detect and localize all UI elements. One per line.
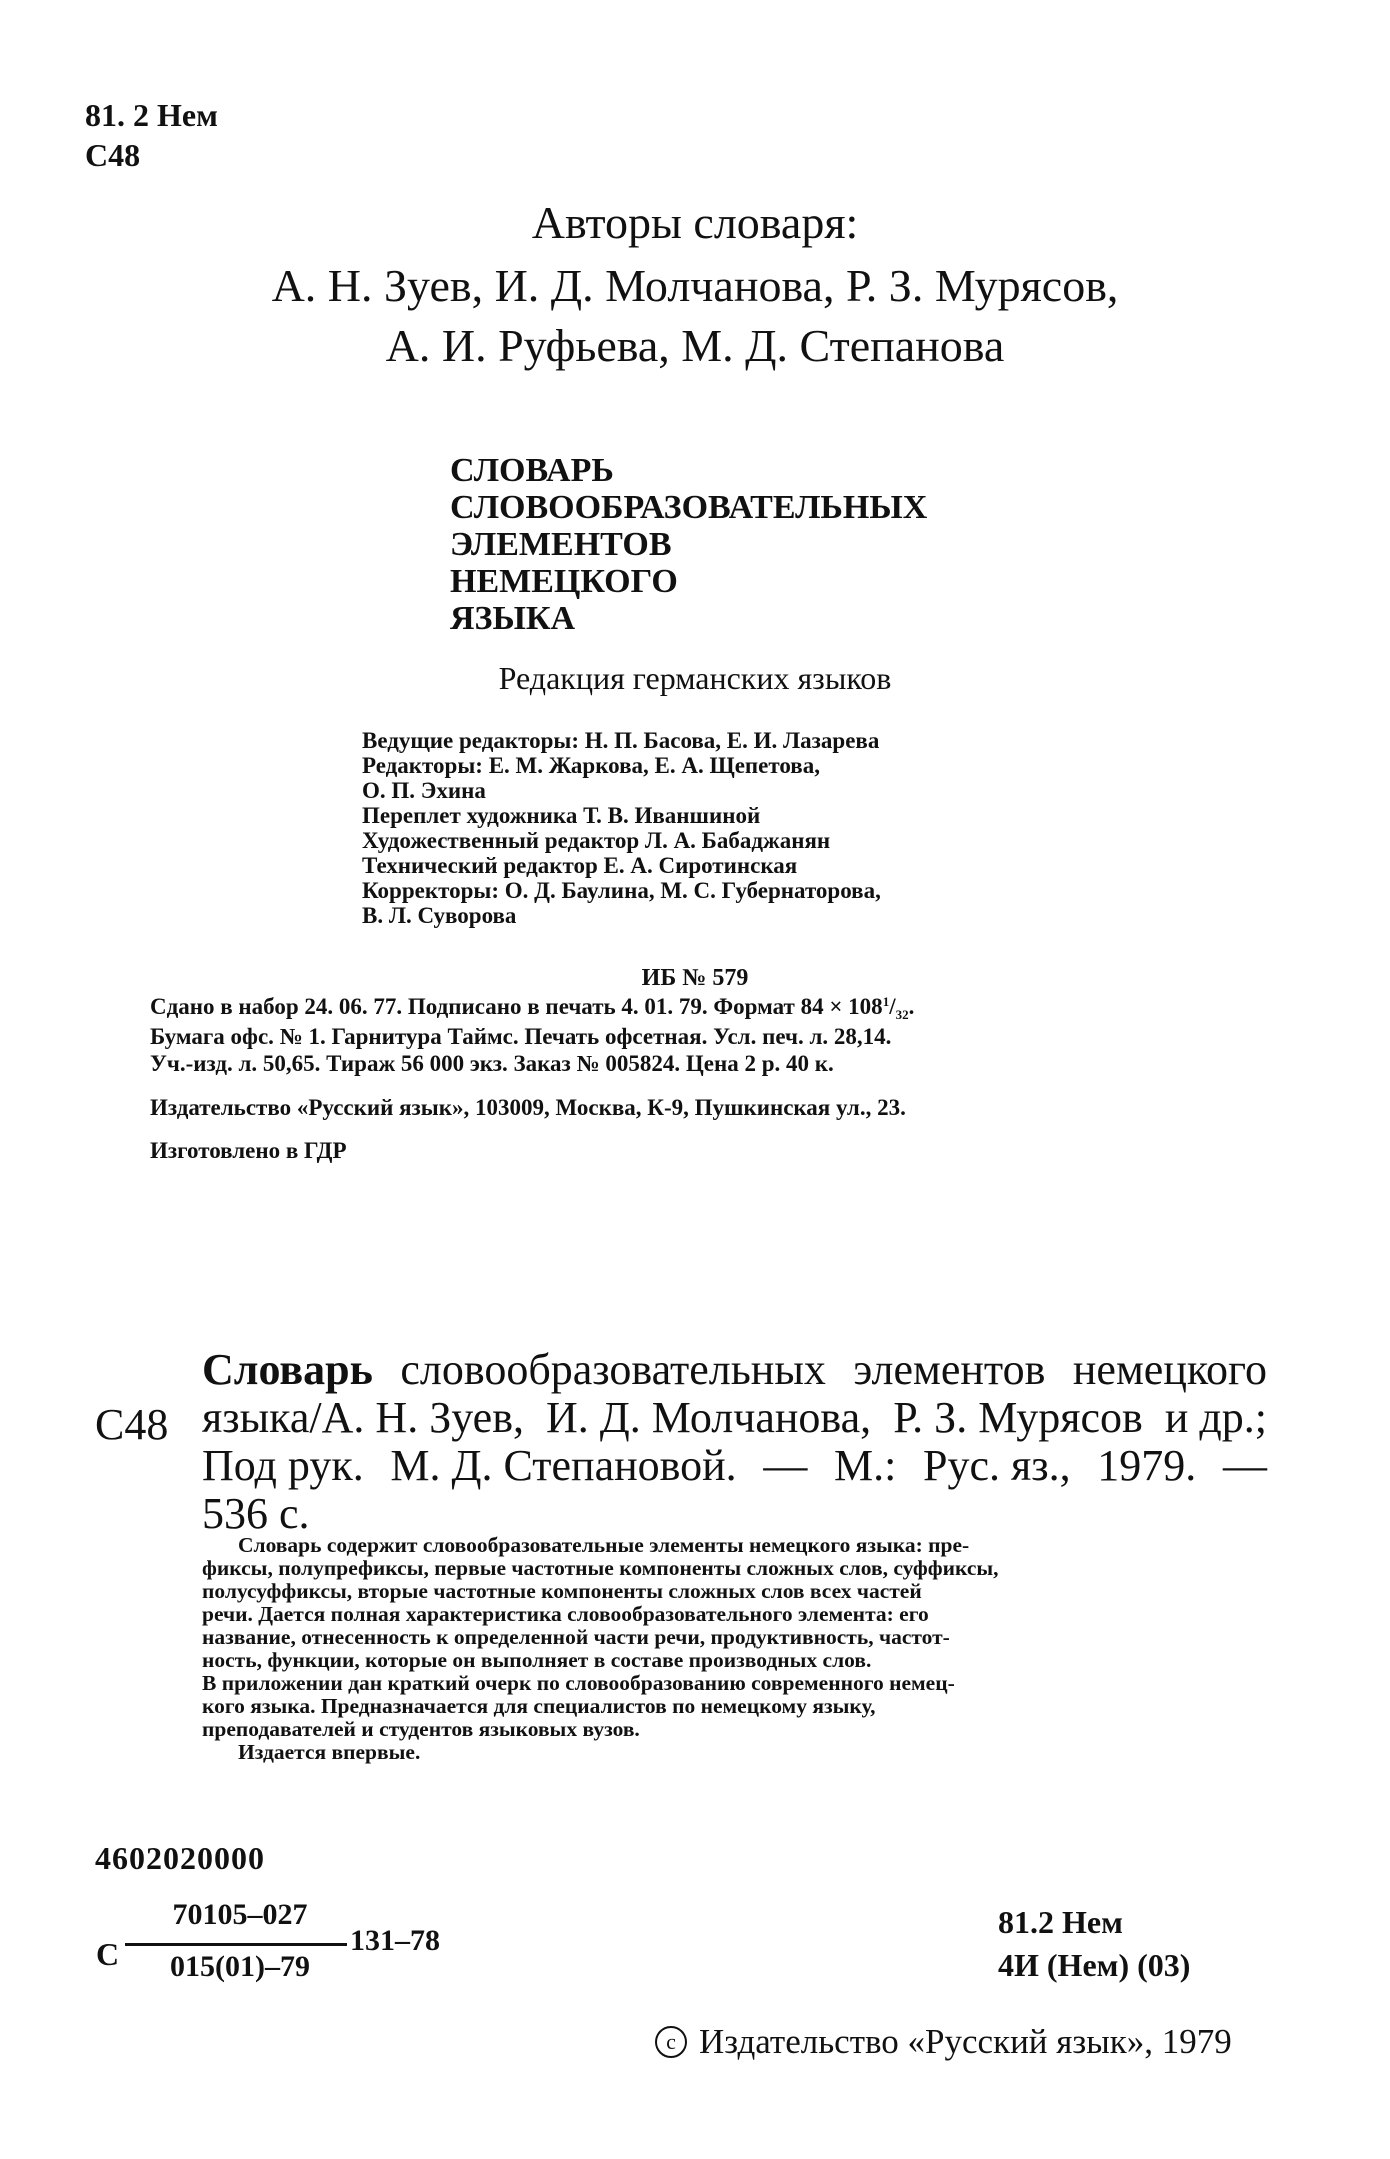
barcode-number: 4602020000	[95, 1840, 265, 1876]
annotation-line: кого языка. Предназначается для специалистов по немецкому языку,	[202, 1694, 876, 1718]
print-info-text: Сдано в набор 24. 06. 77. Подписано в печать 4. 01. 79. Формат 84 × 108	[150, 994, 883, 1019]
fraction-bar	[125, 1943, 347, 1946]
fraction-denominator: 015(01)–79	[170, 1950, 310, 1983]
credit-line: Переплет художника Т. В. Иваншиной	[362, 803, 761, 828]
annotation-line: название, отнесенность к определенной части речи, продуктивность, частот-	[202, 1625, 950, 1649]
print-info-block	[150, 993, 914, 1077]
citation-word: элементов	[853, 1345, 1046, 1394]
citation-line-4	[202, 1490, 1267, 1538]
annotation-line: В приложении дан краткий очерк по словообразованию современного немец-	[202, 1671, 955, 1695]
annotation-line: речи. Дается полная характеристика словообразовательного элемента: его	[202, 1602, 929, 1626]
annotation-line: преподавателей и студентов языковых вузов.	[202, 1717, 640, 1741]
citation-word: Р. З. Мурясов	[893, 1393, 1143, 1442]
credit-line: О. П. Эхина	[362, 778, 486, 803]
citation-word: и др.;	[1164, 1393, 1267, 1442]
format-fraction-sub: 32	[895, 1007, 909, 1022]
citation-line-3	[202, 1442, 1267, 1490]
classification-mark	[85, 95, 218, 175]
format-fraction-sup: 1	[882, 994, 890, 1009]
bbk-index: 4И (Нем) (03)	[998, 1947, 1191, 1983]
authors-line-2: А. И. Руфьева, М. Д. Степанова	[385, 320, 1005, 371]
authors-line-1: А. Н. Зуев, И. Д. Молчанова, Р. З. Мурясов,	[271, 260, 1119, 311]
citation-word: И. Д. Молчанова,	[546, 1393, 872, 1442]
fraction-suffix: 131–78	[350, 1924, 440, 1957]
citation-line-2	[202, 1394, 1267, 1442]
fraction-prefix: С	[96, 1936, 120, 1972]
credit-line: Художественный редактор Л. А. Бабаджанян	[362, 828, 831, 853]
citation-line-1	[202, 1346, 1267, 1394]
citation-word: М. Д. Степановой.	[390, 1441, 737, 1490]
credit-line: Корректоры: О. Д. Баулина, М. С. Губернаторова,	[362, 878, 881, 903]
title-line: СЛОВАРЬ	[450, 452, 614, 489]
book-title	[450, 452, 927, 637]
citation-word: Под рук.	[202, 1441, 364, 1490]
publisher-address: Издательство «Русский язык», 103009, Москва, К-9, Пушкинская ул., 23.	[150, 1095, 906, 1120]
annotation-line: фиксы, полупрефиксы, первые частотные компоненты сложных слов, суффиксы,	[202, 1556, 999, 1580]
citation-title-word: Словарь	[202, 1345, 373, 1394]
annotation-line: ность, функции, которые он выполняет в составе производных слов.	[202, 1648, 872, 1672]
bbk-code: 81.2 Нем	[998, 1904, 1123, 1940]
print-info-line-2: Бумага офс. № 1. Гарнитура Таймс. Печать офсетная. Усл. печ. л. 28,14.	[150, 1024, 892, 1049]
catalog-author-mark: С48	[95, 1400, 169, 1449]
copyright-line	[655, 2020, 1232, 2064]
citation-word: —	[763, 1441, 808, 1490]
authors-heading: Авторы словаря:	[531, 197, 859, 248]
fraction-numerator: 70105–027	[172, 1898, 308, 1931]
credit-line: Ведущие редакторы: Н. П. Басова, Е. И. Лазарева	[362, 728, 880, 753]
credit-line: Редакторы: Е. М. Жаркова, Е. А. Щепетова,	[362, 753, 820, 778]
citation-word: немецкого	[1072, 1345, 1267, 1394]
citation-word: языка/А. Н. Зуев,	[202, 1393, 524, 1442]
annotation-line: полусуффиксы, вторые частотные компоненты сложных слов всех частей	[202, 1579, 922, 1603]
print-info-line-3: Уч.-изд. л. 50,65. Тираж 56 000 экз. Заказ № 005824. Цена 2 р. 40 к.	[150, 1051, 834, 1076]
citation-word: Рус. яз.,	[923, 1441, 1071, 1490]
annotation-block	[202, 1534, 1267, 1764]
copyright-icon: c	[655, 2026, 687, 2058]
credit-line: Технический редактор Е. А. Сиротинская	[362, 853, 798, 878]
copyright-text: Издательство «Русский язык», 1979	[699, 2022, 1232, 2061]
format-fraction-slash: /	[889, 994, 896, 1019]
title-line: СЛОВООБРАЗОВАТЕЛЬНЫХ	[450, 489, 928, 526]
ib-number: ИБ № 579	[641, 965, 749, 991]
annotation-line: Словарь содержит словообразовательные элементы немецкого языка: пре-	[238, 1533, 970, 1557]
citation-word: словообразовательных	[400, 1345, 826, 1394]
annotation-last-line: Издается впервые.	[238, 1740, 421, 1764]
title-line: ЭЛЕМЕНТОВ	[450, 526, 672, 563]
citation-word: М.:	[833, 1441, 897, 1490]
editorial-office: Редакция германских языков	[498, 660, 892, 696]
catalog-citation	[202, 1346, 1267, 1538]
citation-word: —	[1222, 1441, 1267, 1490]
credit-line: В. Л. Суворова	[362, 903, 517, 928]
classification-code: 81. 2 Нем	[85, 97, 218, 133]
credits-block	[362, 728, 881, 928]
print-info-line-1	[150, 993, 914, 1023]
title-line: ЯЗЫКА	[450, 600, 576, 637]
title-line: НЕМЕЦКОГО	[450, 563, 678, 600]
classification-author-mark: С48	[85, 137, 141, 173]
citation-pages: 536 с.	[202, 1489, 310, 1538]
format-period: .	[908, 994, 915, 1019]
citation-word: 1979.	[1097, 1441, 1197, 1490]
made-in-note: Изготовлено в ГДР	[150, 1138, 347, 1163]
